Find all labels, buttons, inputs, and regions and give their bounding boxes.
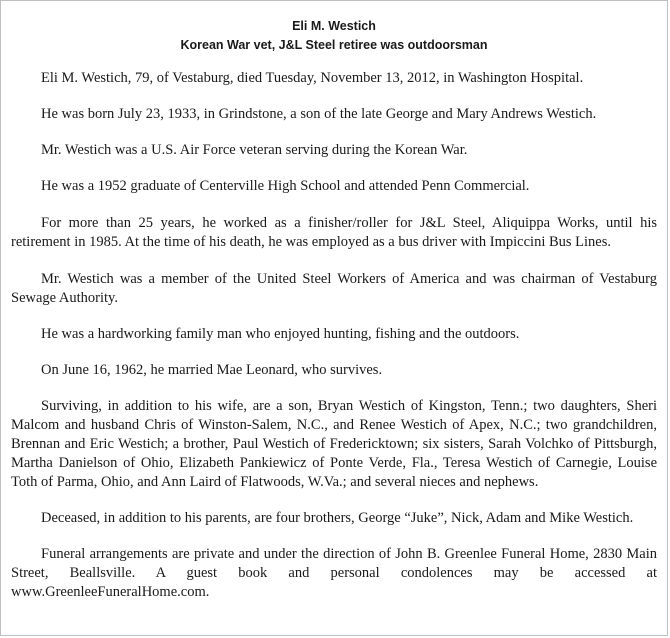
obituary-headline: Korean War vet, J&L Steel retiree was outdoorsman	[180, 38, 488, 52]
paragraph-military: Mr. Westich was a U.S. Air Force veteran serving during the Korean War.	[41, 142, 468, 158]
obituary-name: Eli M. Westich	[292, 19, 376, 33]
paragraph-birth: He was born July 23, 1933, in Grindstone, a son of the late George and Mary Andrews Westich.	[41, 106, 597, 122]
paragraph-death: Eli M. Westich, 79, of Vestaburg, died Tuesday, November 13, 2012, in Washington Hospital.	[41, 70, 584, 86]
paragraph-survivors: Surviving, in addition to his wife, are a son, Bryan Westich of Kingston, Tenn.; two daughters, Sheri Malcom and husband Chris of Winston-Salem, N.C., and Renee Westich of Apex, N.C.; two grandchildren, Brennan and Eric Westich; a brother, Paul Westich of Fredericktown; six sisters, Sarah Volchko of Pittsburgh, Martha Danielson of Ohio, Elizabeth Pankiewicz of Ponte Verde, Fla., Teresa Westich of Carnegie, Louise Toth of Parma, Ohio, and Ann Laird of Flatwoods, W.Va.; and several nieces and nephews.	[11, 398, 657, 490]
paragraph-education: He was a 1952 graduate of Centerville High School and attended Penn Commercial.	[41, 178, 530, 194]
paragraph-career: For more than 25 years, he worked as a finisher/roller for J&L Steel, Aliquippa Works, until his retirement in 1985. At the time of his death, he was employed as a bus driver with Impiccini Bus Lines.	[11, 215, 657, 250]
obituary-body	[1, 69, 667, 602]
obituary-header	[1, 1, 667, 55]
paragraph-marriage: On June 16, 1962, he married Mae Leonard, who survives.	[41, 362, 383, 378]
paragraph-deceased: Deceased, in addition to his parents, are four brothers, George “Juke”, Nick, Adam and Mike Westich.	[41, 510, 634, 526]
paragraph-interests: He was a hardworking family man who enjoyed hunting, fishing and the outdoors.	[41, 326, 520, 342]
paragraph-arrangements: Funeral arrangements are private and under the direction of John B. Greenlee Funeral Home, 2830 Main Street, Beallsville. A guest book and personal condolences may be accessed at www.GreenleeFuneralHome.com.	[11, 546, 657, 600]
paragraph-memberships: Mr. Westich was a member of the United Steel Workers of America and was chairman of Vestaburg Sewage Authority.	[11, 271, 657, 306]
